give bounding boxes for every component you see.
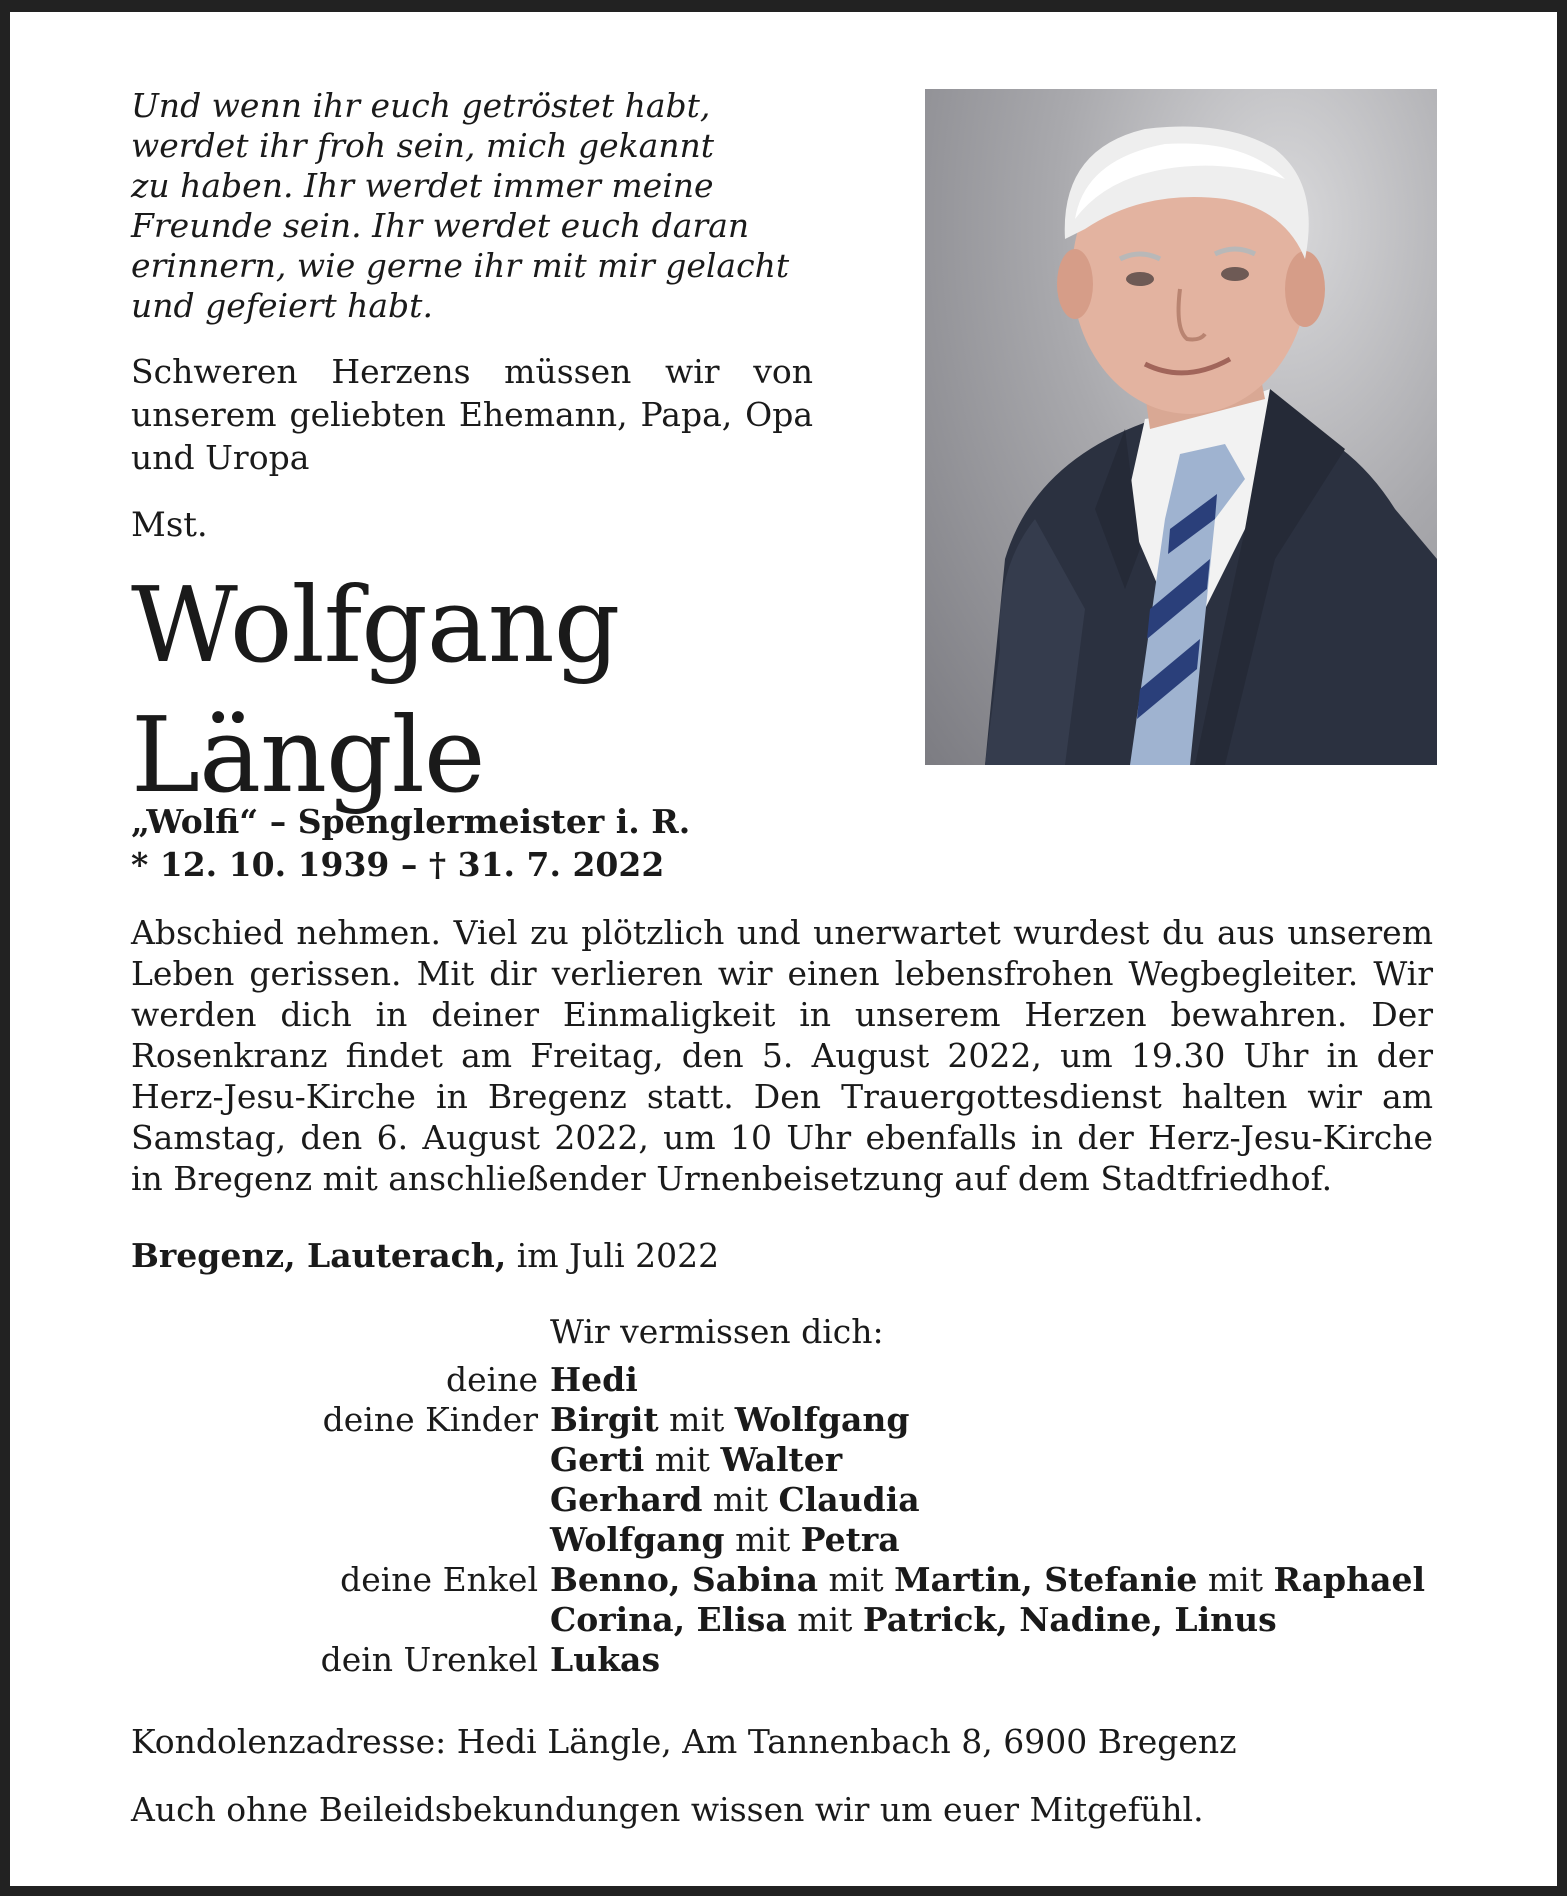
family-names bbox=[550, 1440, 1460, 1480]
family-connector: mit bbox=[658, 1400, 735, 1439]
family-member-name: Petra bbox=[800, 1520, 900, 1559]
family-relation: dein Urenkel bbox=[320, 1640, 538, 1679]
family-relation bbox=[260, 1520, 550, 1560]
poem: Und wenn ihr euch getröstet habt, werdet ihr froh sein, mich gekannt zu haben. Ihr werdet immer meine Freunde sein. Ihr werdet euch daran erinnern, wie gerne ihr mit mir gelacht und gefeiert habt. bbox=[131, 86, 790, 325]
intro-text: Schweren Herzens müssen wir von unserem geliebten Ehemann, Papa, Opa und Uropa bbox=[131, 352, 813, 477]
family-row bbox=[260, 1600, 1460, 1640]
family-connector: mit bbox=[786, 1600, 863, 1639]
family-member-name: Corina, Elisa bbox=[550, 1600, 787, 1639]
family-member-name: Wolfgang bbox=[734, 1400, 910, 1439]
family-names bbox=[550, 1600, 1460, 1640]
family-member-name: Benno, Sabina bbox=[550, 1560, 819, 1599]
family-names bbox=[550, 1560, 1460, 1600]
family-relation: deine Enkel bbox=[340, 1560, 538, 1599]
place-date bbox=[131, 1236, 719, 1275]
family-member-name: Gerti bbox=[550, 1440, 645, 1479]
family-member-name: Raphael bbox=[1273, 1560, 1426, 1599]
life-dates: * 12. 10. 1939 – † 31. 7. 2022 bbox=[131, 845, 665, 884]
family-row bbox=[260, 1640, 1460, 1680]
family-list bbox=[260, 1360, 1460, 1680]
family-row bbox=[260, 1560, 1460, 1600]
portrait-photo bbox=[925, 89, 1437, 765]
first-name: Wolfgang bbox=[131, 564, 620, 686]
family-row bbox=[260, 1360, 1460, 1400]
family-relation: deine Kinder bbox=[322, 1400, 538, 1439]
family-member-name: Wolfgang bbox=[550, 1520, 725, 1559]
family-member-name: Patrick, Nadine, Linus bbox=[862, 1600, 1277, 1639]
name-prefix: Mst. bbox=[131, 505, 208, 545]
condolence-address: Kondolenzadresse: Hedi Längle, Am Tannenbach 8, 6900 Bregenz bbox=[131, 1722, 1237, 1761]
family-names bbox=[550, 1640, 1460, 1680]
family-row bbox=[260, 1520, 1460, 1560]
family-member-name: Lukas bbox=[550, 1640, 661, 1679]
place-names: Bregenz, Lauterach, bbox=[131, 1236, 507, 1275]
closing-line: Auch ohne Beileidsbekundungen wissen wir um euer Mitgefühl. bbox=[131, 1790, 1204, 1829]
family-member-name: Walter bbox=[720, 1440, 843, 1479]
family-connector: mit bbox=[818, 1560, 895, 1599]
family-connector: mit bbox=[724, 1520, 801, 1559]
family-member-name: Hedi bbox=[550, 1360, 638, 1399]
nickname-profession: „Wolfi“ – Spenglermeister i. R. bbox=[131, 802, 691, 841]
date-text: im Juli 2022 bbox=[506, 1236, 720, 1275]
last-name: Längle bbox=[131, 694, 485, 816]
family-connector: mit bbox=[702, 1480, 779, 1519]
family-names bbox=[550, 1400, 1460, 1440]
family-row bbox=[260, 1400, 1460, 1440]
family-connector: mit bbox=[1197, 1560, 1274, 1599]
family-names bbox=[550, 1480, 1460, 1520]
family-row bbox=[260, 1480, 1460, 1520]
family-names bbox=[550, 1520, 1460, 1560]
deceased-name bbox=[131, 560, 619, 820]
family-row bbox=[260, 1440, 1460, 1480]
family-connector: mit bbox=[644, 1440, 721, 1479]
family-member-name: Gerhard bbox=[550, 1480, 703, 1519]
family-member-name: Birgit bbox=[550, 1400, 659, 1439]
family-names bbox=[550, 1360, 1460, 1400]
family-relation bbox=[260, 1440, 550, 1480]
family-relation: deine bbox=[446, 1360, 538, 1399]
family-relation bbox=[260, 1480, 550, 1520]
body-text: Abschied nehmen. Viel zu plötzlich und unerwartet wurdest du aus unserem Leben gerissen. Mit dir verlieren wir einen lebensfrohen Wegbegleiter. Wir werden dich in deiner Einmaligkeit in unserem Herzen bewahren. Der Rosenkranz findet am Freitag, den 5. August 2022, um 19.30 Uhr in der Herz-Jesu-Kirche in Bregenz statt. Den Trauergottesdienst halten wir am Samstag, den 6. August 2022, um 10 Uhr ebenfalls in der Herz-Jesu-Kirche in Bregenz mit anschließender Urnenbeisetzung auf dem Stadtfriedhof. bbox=[131, 913, 1433, 1198]
family-relation bbox=[260, 1600, 550, 1640]
miss-heading: Wir vermissen dich: bbox=[550, 1312, 884, 1351]
family-member-name: Claudia bbox=[778, 1480, 920, 1519]
family-member-name: Martin, Stefanie bbox=[894, 1560, 1198, 1599]
